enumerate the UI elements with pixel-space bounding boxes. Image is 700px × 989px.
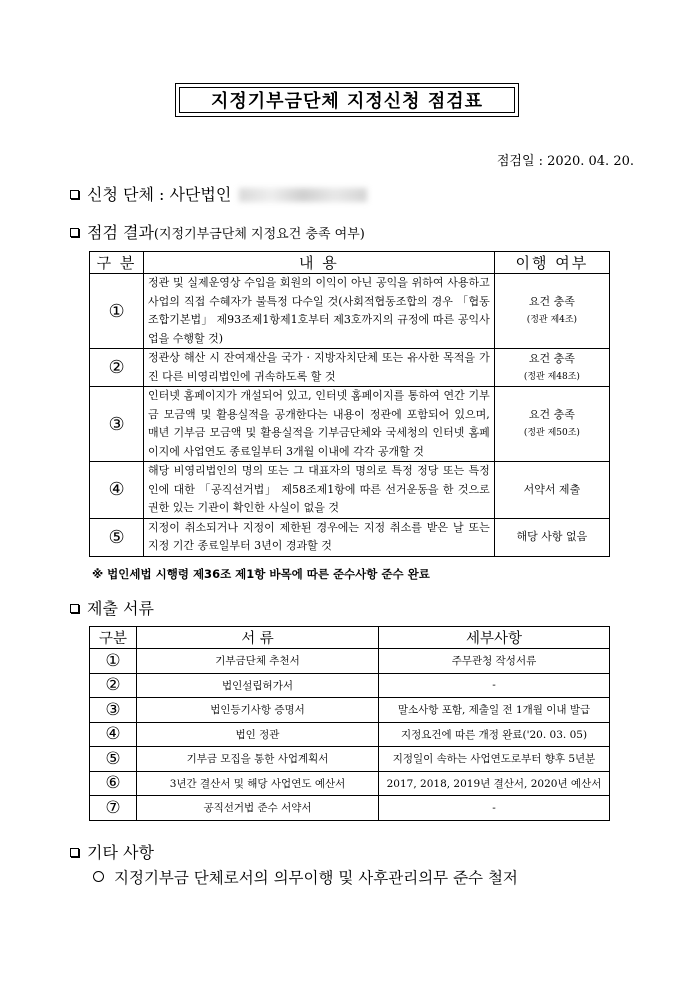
table-row xyxy=(90,673,610,698)
result-text: 해당 사항 없음 xyxy=(516,530,588,543)
check-heading: 점검 결과 xyxy=(87,223,154,242)
row-detail: 주무관청 작성서류 xyxy=(379,649,610,674)
page-title: 지정기부금단체 지정신청 점검표 xyxy=(211,91,483,112)
col-header-detail: 세부사항 xyxy=(379,627,610,649)
row-number: ③ xyxy=(90,387,144,462)
square-bullet-icon xyxy=(70,848,79,857)
row-result xyxy=(494,518,609,556)
other-item-text: 지정기부금 단체로서의 의무이행 및 사후관리의무 준수 철저 xyxy=(114,869,518,887)
row-document: 법인등기사항 증명서 xyxy=(137,698,379,723)
table-row xyxy=(90,387,610,462)
table-row xyxy=(90,771,610,796)
row-result xyxy=(494,349,609,387)
row-number: ③ xyxy=(90,698,137,723)
row-content: 정관 및 실제운영상 수입을 회원의 이익이 아닌 공익을 위하여 사용하고 사업의 직접 수혜자가 불특정 다수일 것(사회적협동조합의 경우 「협동조합기본법」 제93조제1항제1호부터 제3호까지의 규정에 따른 공익사업을 수행할 것) xyxy=(144,274,495,349)
row-detail: 지정요건에 따른 개정 완료('20. 03. 05) xyxy=(379,722,610,747)
row-document: 기부금 모집을 통한 사업계획서 xyxy=(137,747,379,772)
title-box xyxy=(175,83,519,117)
check-section-heading xyxy=(70,220,365,243)
compliance-note: ※ 법인세법 시행령 제36조 제1항 바목에 따른 준수사항 준수 완료 xyxy=(92,567,430,581)
documents-table xyxy=(89,626,610,821)
row-content: 지정이 취소되거나 지정이 제한된 경우에는 지정 취소를 받은 날 또는 지정 기간 종료일부터 3년이 경과할 것 xyxy=(144,518,495,556)
table-row xyxy=(90,349,610,387)
other-heading: 기타 사항 xyxy=(87,843,154,862)
table-row xyxy=(90,747,610,772)
row-detail: 말소사항 포함, 제출일 전 1개월 이내 발급 xyxy=(379,698,610,723)
row-content: 정관상 해산 시 잔여재산을 국가 · 지방자치단체 또는 유사한 목적을 가진 다른 비영리법인에 귀속하도록 할 것 xyxy=(144,349,495,387)
result-sub: (정관 제48조) xyxy=(523,371,580,382)
row-document: 법인설립허가서 xyxy=(137,673,379,698)
result-text: 요건 충족 xyxy=(528,295,575,308)
result-sub: (정관 제50조) xyxy=(523,428,580,438)
applicant-label: 신청 단체 : 사단법인 xyxy=(87,185,232,204)
docs-heading: 제출 서류 xyxy=(87,599,154,618)
row-number: ④ xyxy=(90,462,144,519)
result-text: 서약서 제출 xyxy=(523,482,581,496)
row-detail: - xyxy=(379,673,610,698)
row-detail: 지정일이 속하는 사업연도로부터 향후 5년분 xyxy=(379,747,610,772)
col-header-compliance: 이행 여부 xyxy=(494,252,609,274)
row-document: 3년간 결산서 및 해당 사업연도 예산서 xyxy=(137,771,379,796)
circle-bullet-icon xyxy=(93,871,104,882)
result-sub: (정관 제4조) xyxy=(526,315,578,325)
col-header-category: 구 분 xyxy=(90,252,144,274)
applicant-section xyxy=(70,182,367,205)
docs-section-heading xyxy=(70,596,154,619)
inspection-date: 점검일 : 2020. 04. 20. xyxy=(496,154,634,169)
square-bullet-icon xyxy=(70,190,79,199)
other-section-heading xyxy=(70,840,154,863)
check-table xyxy=(89,251,610,557)
check-heading-note: (지정기부금단체 지정요건 충족 여부) xyxy=(153,227,365,242)
row-number: ② xyxy=(90,673,137,698)
row-number: ① xyxy=(90,649,137,674)
row-number: ⑤ xyxy=(90,747,137,772)
table-row xyxy=(90,518,610,556)
row-content: 해당 비영리법인의 명의 또는 그 대표자의 명의로 특정 정당 또는 특정인에 대한 「공직선거법」 제58조제1항에 따른 선거운동을 한 것으로 권한 있는 기관이 확인한 사실이 없을 것 xyxy=(144,462,495,519)
square-bullet-icon xyxy=(70,604,79,613)
row-detail: - xyxy=(379,796,610,821)
row-detail: 2017, 2018, 2019년 결산서, 2020년 예산서 xyxy=(379,771,610,796)
table-row xyxy=(90,274,610,349)
row-number: ④ xyxy=(90,722,137,747)
col-header-content: 내 용 xyxy=(144,252,495,274)
row-document: 공직선거법 준수 서약서 xyxy=(137,796,379,821)
col-header-document: 서 류 xyxy=(137,627,379,649)
row-result xyxy=(494,274,609,349)
table-row xyxy=(90,796,610,821)
result-text: 요건 충족 xyxy=(528,408,575,421)
row-result xyxy=(494,387,609,462)
row-number: ② xyxy=(90,349,144,387)
col-header-category: 구분 xyxy=(90,627,137,649)
table-row xyxy=(90,649,610,674)
row-number: ⑦ xyxy=(90,796,137,821)
table-row xyxy=(90,722,610,747)
table-row xyxy=(90,462,610,519)
redacted-name xyxy=(239,188,367,202)
square-bullet-icon xyxy=(70,228,79,237)
row-document: 법인 정관 xyxy=(137,722,379,747)
row-document: 기부금단체 추천서 xyxy=(137,649,379,674)
row-number: ① xyxy=(90,274,144,349)
result-text: 요건 충족 xyxy=(528,351,575,365)
row-number: ⑥ xyxy=(90,771,137,796)
table-row xyxy=(90,698,610,723)
row-content: 인터넷 홈페이지가 개설되어 있고, 인터넷 홈페이지를 통하여 연간 기부금 모금액 및 활용실적을 공개한다는 내용이 정관에 포함되어 있으며, 매년 기부금 모금액 및 활용실적을 기부금단체와 국세청의 인터넷 홈페이지에 사업연도 종료일부터 3개월 이내에 각각 공개할 것 xyxy=(144,387,495,462)
other-item xyxy=(93,866,518,888)
row-number: ⑤ xyxy=(90,518,144,556)
row-result xyxy=(494,462,609,519)
